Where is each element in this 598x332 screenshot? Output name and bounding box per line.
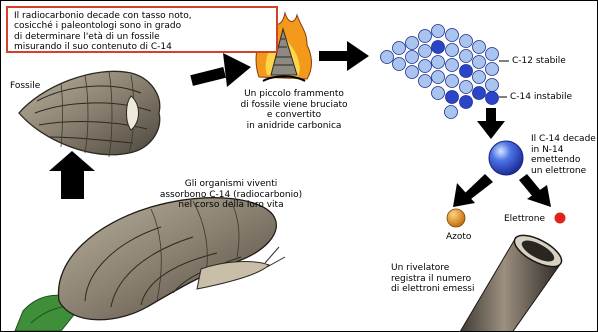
nitrogen-atom-icon bbox=[447, 209, 465, 227]
decay-caption: Il C-14 decade in N-14 emettendo un elettrone bbox=[531, 134, 596, 176]
fossil-label: Fossile bbox=[10, 81, 41, 91]
nitrogen-label: Azoto bbox=[446, 232, 472, 242]
living-caption: Gli organismi viventi assorbono C-14 (radiocarbonio) nel corso della loro vita bbox=[159, 179, 303, 210]
intro-text-box: Il radiocarbonio decade con tasso noto, cosicché i paleontologi sono in grado di determinare l'età di un fossile misurando il suo contenuto di C-14 bbox=[6, 6, 278, 53]
arrow-living-to-fossil bbox=[49, 151, 95, 199]
living-snail-icon bbox=[15, 198, 285, 331]
carbon-cloud-icon bbox=[381, 25, 499, 119]
arrow-to-c14-atom bbox=[477, 108, 505, 139]
arrow-to-burning bbox=[190, 53, 251, 87]
detector-caption: Un rivelatore registra il numero di elettroni emessi bbox=[391, 263, 475, 294]
arrow-to-nitrogen bbox=[453, 174, 493, 207]
c12-label: C-12 stabile bbox=[512, 56, 566, 66]
electron-label: Elettrone bbox=[504, 214, 546, 224]
burning-caption: Un piccolo frammento di fossile viene bruciato e convertito in anidride carbonica bbox=[240, 89, 348, 131]
arrow-to-electron bbox=[519, 174, 551, 207]
arrow-to-cloud bbox=[319, 41, 369, 71]
c14-label: C-14 instabile bbox=[510, 92, 573, 102]
c14-atom-icon bbox=[489, 141, 523, 175]
electron-icon bbox=[555, 213, 566, 224]
